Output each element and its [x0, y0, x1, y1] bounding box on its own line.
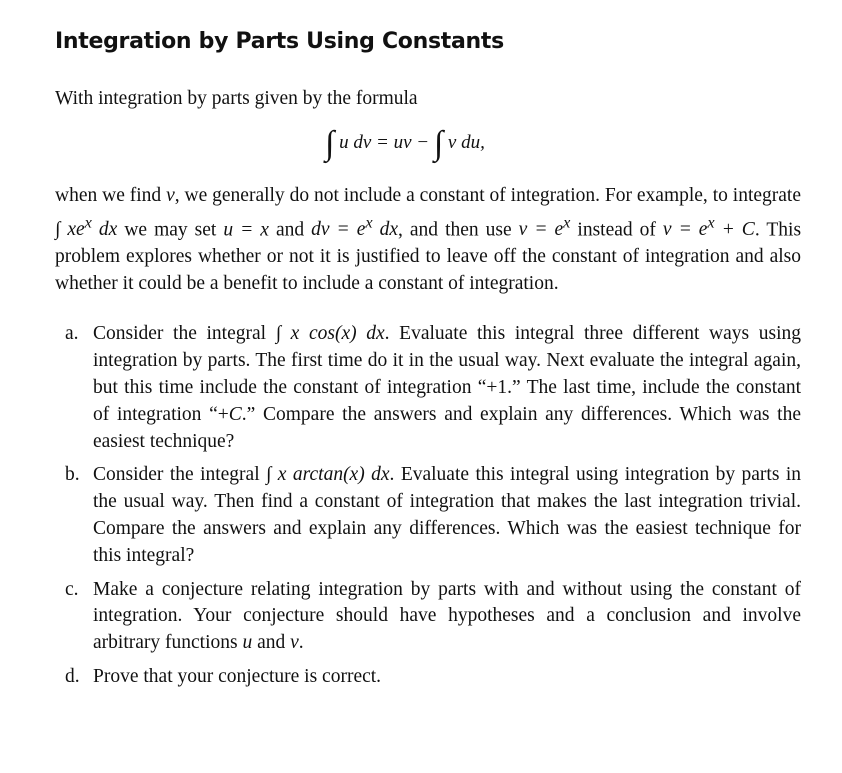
text-run: . — [298, 632, 304, 654]
item-label: c. — [65, 578, 79, 600]
math-part: + C — [714, 219, 755, 241]
math-v: v — [290, 632, 299, 654]
text-run: , and then use — [398, 219, 519, 241]
math-part: dv = e — [311, 219, 366, 241]
text-run: we may set — [117, 219, 224, 241]
math-v: v — [166, 184, 175, 206]
page-title: Integration by Parts Using Constants — [55, 29, 504, 54]
math-integral-xcos: ∫ x cos(x) dx — [275, 323, 385, 345]
text-run: and — [252, 632, 291, 654]
math-v-eq-ex-plus-c — [662, 213, 755, 241]
text-run: Consider the integral — [93, 464, 267, 486]
formula-lhs: u dv = uv − — [339, 131, 430, 153]
intro-text: With integration by parts given by the formula — [55, 88, 418, 109]
problem-list — [55, 321, 801, 690]
math-u-eq-x: u = x — [223, 219, 269, 241]
math-part: ∫ xe — [55, 219, 85, 241]
math-u: u — [242, 632, 253, 654]
list-item-b — [55, 462, 801, 569]
text-run: when we find — [55, 184, 167, 206]
math-part: dx — [372, 219, 399, 241]
text-run: , we generally do not include a constant of integration. For example, to integrate — [174, 184, 801, 206]
formula-block — [55, 119, 801, 167]
text-run: . Evaluate this integral three different ways using integration by parts. The first time do it in the usual way. Next evaluate the integral again, but this time include the constant of integration “+1.” The last time, include the constant of integration “+ — [93, 323, 801, 425]
item-label: d. — [65, 666, 80, 688]
text-run: .” Compare the answers and explain any differences. Which was the easiest technique? — [93, 403, 801, 452]
list-item-c — [55, 577, 801, 657]
text-run: instead of — [570, 219, 663, 241]
math-part: v = e — [662, 219, 708, 241]
math-part: v = e — [518, 219, 564, 241]
text-run: Prove that your conjecture is correct. — [93, 666, 382, 688]
text-run: . Evaluate this integral using integration by parts in the usual way. Then find a constant of integration that makes the last integration trivial. Compare the answers and explain any differences. Which was the easiest technique for this integral? — [93, 464, 801, 566]
math-integral-xex — [55, 213, 118, 241]
math-c: C — [228, 403, 242, 425]
math-integral-xarctan: ∫ x arctan(x) dx — [266, 464, 390, 486]
math-dv — [311, 213, 399, 241]
math-sup: x — [563, 213, 571, 232]
math-sup: x — [84, 213, 92, 232]
math-sup: x — [707, 213, 715, 232]
text-run: and — [268, 219, 312, 241]
formula-rhs: v du, — [447, 131, 485, 153]
integral-sign-1: ∫ — [325, 124, 335, 162]
document-page — [55, 28, 801, 698]
text-run: . This problem explores whether or not it is justified to leave off the constant of integration and also whether it could be a benefit to include a constant of integration. — [55, 219, 802, 294]
text-run: Consider the integral — [93, 323, 276, 345]
math-part: dx — [91, 219, 118, 241]
integral-sign-2: ∫ — [433, 124, 444, 162]
math-sup: x — [365, 213, 373, 232]
list-item-a — [55, 321, 801, 455]
explanation-paragraph — [55, 183, 801, 298]
item-label: b. — [65, 464, 80, 486]
text-run: Make a conjecture relating integration by parts with and without using the constant of integration. Your conjecture should have hypotheses and a conclusion and involve arbitrary functions — [93, 578, 801, 654]
item-label: a. — [65, 323, 79, 345]
list-item-d — [55, 664, 801, 691]
formula — [325, 124, 485, 162]
math-v-eq-ex — [518, 213, 571, 241]
